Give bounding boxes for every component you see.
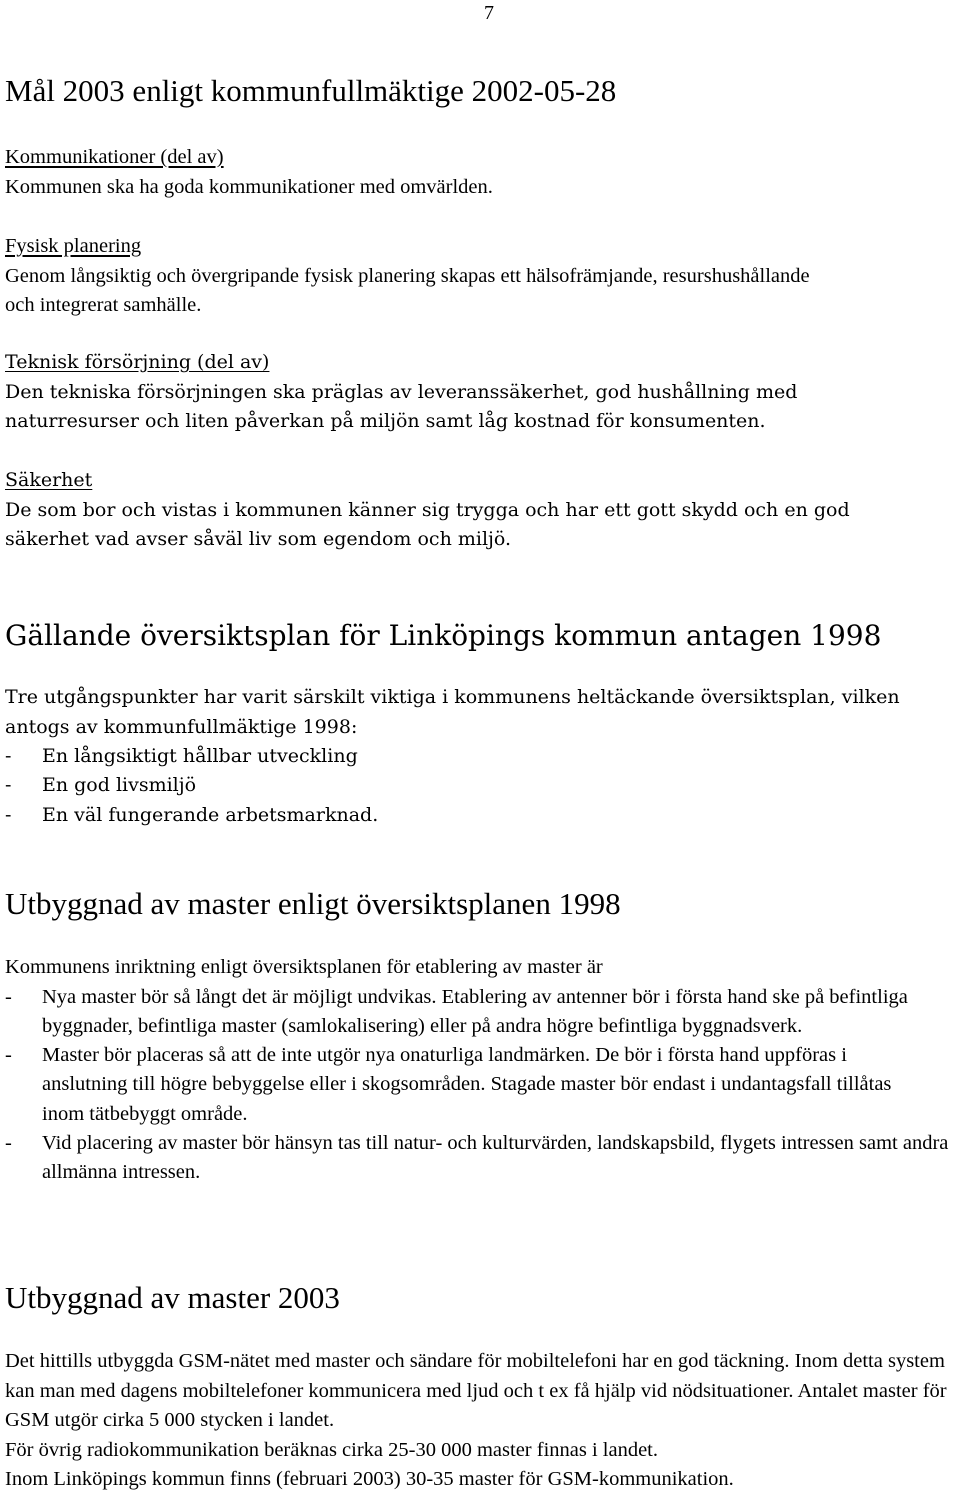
list-item: - Vid placering av master bör hänsyn tas till natur- och kulturvärden, landskapsbild, flygets intressen samt andra allmänna intressen.: [5, 1131, 949, 1184]
goal-heading: Teknisk försörjning (del av): [5, 351, 270, 373]
starting-points-list: [5, 742, 955, 830]
goal-physical-planning: [5, 232, 955, 321]
masts-2003-paragraph: För övrig radiokommunikation beräknas cirka 25-30 000 master finnas i landet.: [5, 1438, 658, 1461]
list-item: - En god livsmiljö: [5, 774, 197, 797]
list-item: - En väl fungerande arbetsmarknad.: [5, 803, 379, 826]
masts-2003-paragraph: Inom Linköpings kommun finns (februari 2003) 30-35 master för GSM-kommunikation.: [5, 1468, 734, 1490]
section-title-comprehensive-plan: Gällande översiktsplan för Linköpings kommun antagen 1998: [5, 619, 882, 652]
section-title-masts-1998: Utbyggnad av master enligt översiktsplanen 1998: [5, 886, 621, 921]
goal-text: De som bor och vistas i kommunen känner sig trygga och har ett gott skydd och en god säkerhet vad avser såväl liv som egendom och miljö.: [5, 498, 850, 550]
masts-1998-body: [5, 953, 955, 1188]
mast-guidelines-list: [5, 983, 955, 1188]
masts-2003-body: [5, 1347, 955, 1495]
section-title-masts-2003: Utbyggnad av master 2003: [5, 1280, 340, 1315]
list-item: - Nya master bör så långt det är möjligt undvikas. Etablering av antenner bör i första hand ske på befintliga byggnader, befintliga master (samlokalisering) eller på andra högre befintliga byggnadsverk.: [5, 985, 908, 1037]
goal-text: Den tekniska försörjningen ska präglas av leveranssäkerhet, god hushållning med naturresurser och liten påverkan på miljön samt låg kostnad för konsumenten.: [5, 380, 798, 432]
comprehensive-plan-intro: Tre utgångspunkter har varit särskilt viktiga i kommunens heltäckande översiktsplan, vilken antogs av kommunfullmäktige 1998:: [5, 686, 900, 738]
goal-heading: Kommunikationer (del av): [5, 146, 224, 168]
comprehensive-plan-body: [5, 683, 955, 830]
goal-text: Genom långsiktig och övergripande fysisk planering skapas ett hälsofrämjande, resurshushållande och integrerat samhälle.: [5, 264, 810, 316]
masts-2003-paragraph: Det hittills utbyggda GSM-nätet med master och sändare för mobiltelefoni har en god täckning. Inom detta system kan man med dagens mobiltelefoner kommunicera med ljud och t ex få hjälp vid nödsituationer. Antalet master för GSM utgör cirka 5 000 stycken i landet.: [5, 1350, 947, 1431]
goal-text: Kommunen ska ha goda kommunikationer med omvärlden.: [5, 175, 493, 198]
goal-communications: [5, 143, 955, 202]
list-item: - En långsiktigt hållbar utveckling: [5, 745, 358, 767]
goal-heading: Fysisk planering: [5, 235, 142, 257]
section-title-goals-2003: Mål 2003 enligt kommunfullmäktige 2002-05-28: [5, 73, 617, 108]
masts-1998-intro: Kommunens inriktning enligt översiktsplanen för etablering av master är: [5, 956, 603, 978]
goal-heading: Säkerhet: [5, 469, 93, 491]
list-item: - Master bör placeras så att de inte utgör nya onaturliga landmärken. De bör i första hand uppföras i anslutning till högre bebyggelse eller i skogsområden. Stagade master bör endast i undantagsfall tillåtas inom tätbebyggt område.: [5, 1044, 892, 1125]
goal-technical-supply: [5, 348, 955, 437]
goal-safety: [5, 466, 955, 555]
page-number: 7: [484, 2, 494, 24]
